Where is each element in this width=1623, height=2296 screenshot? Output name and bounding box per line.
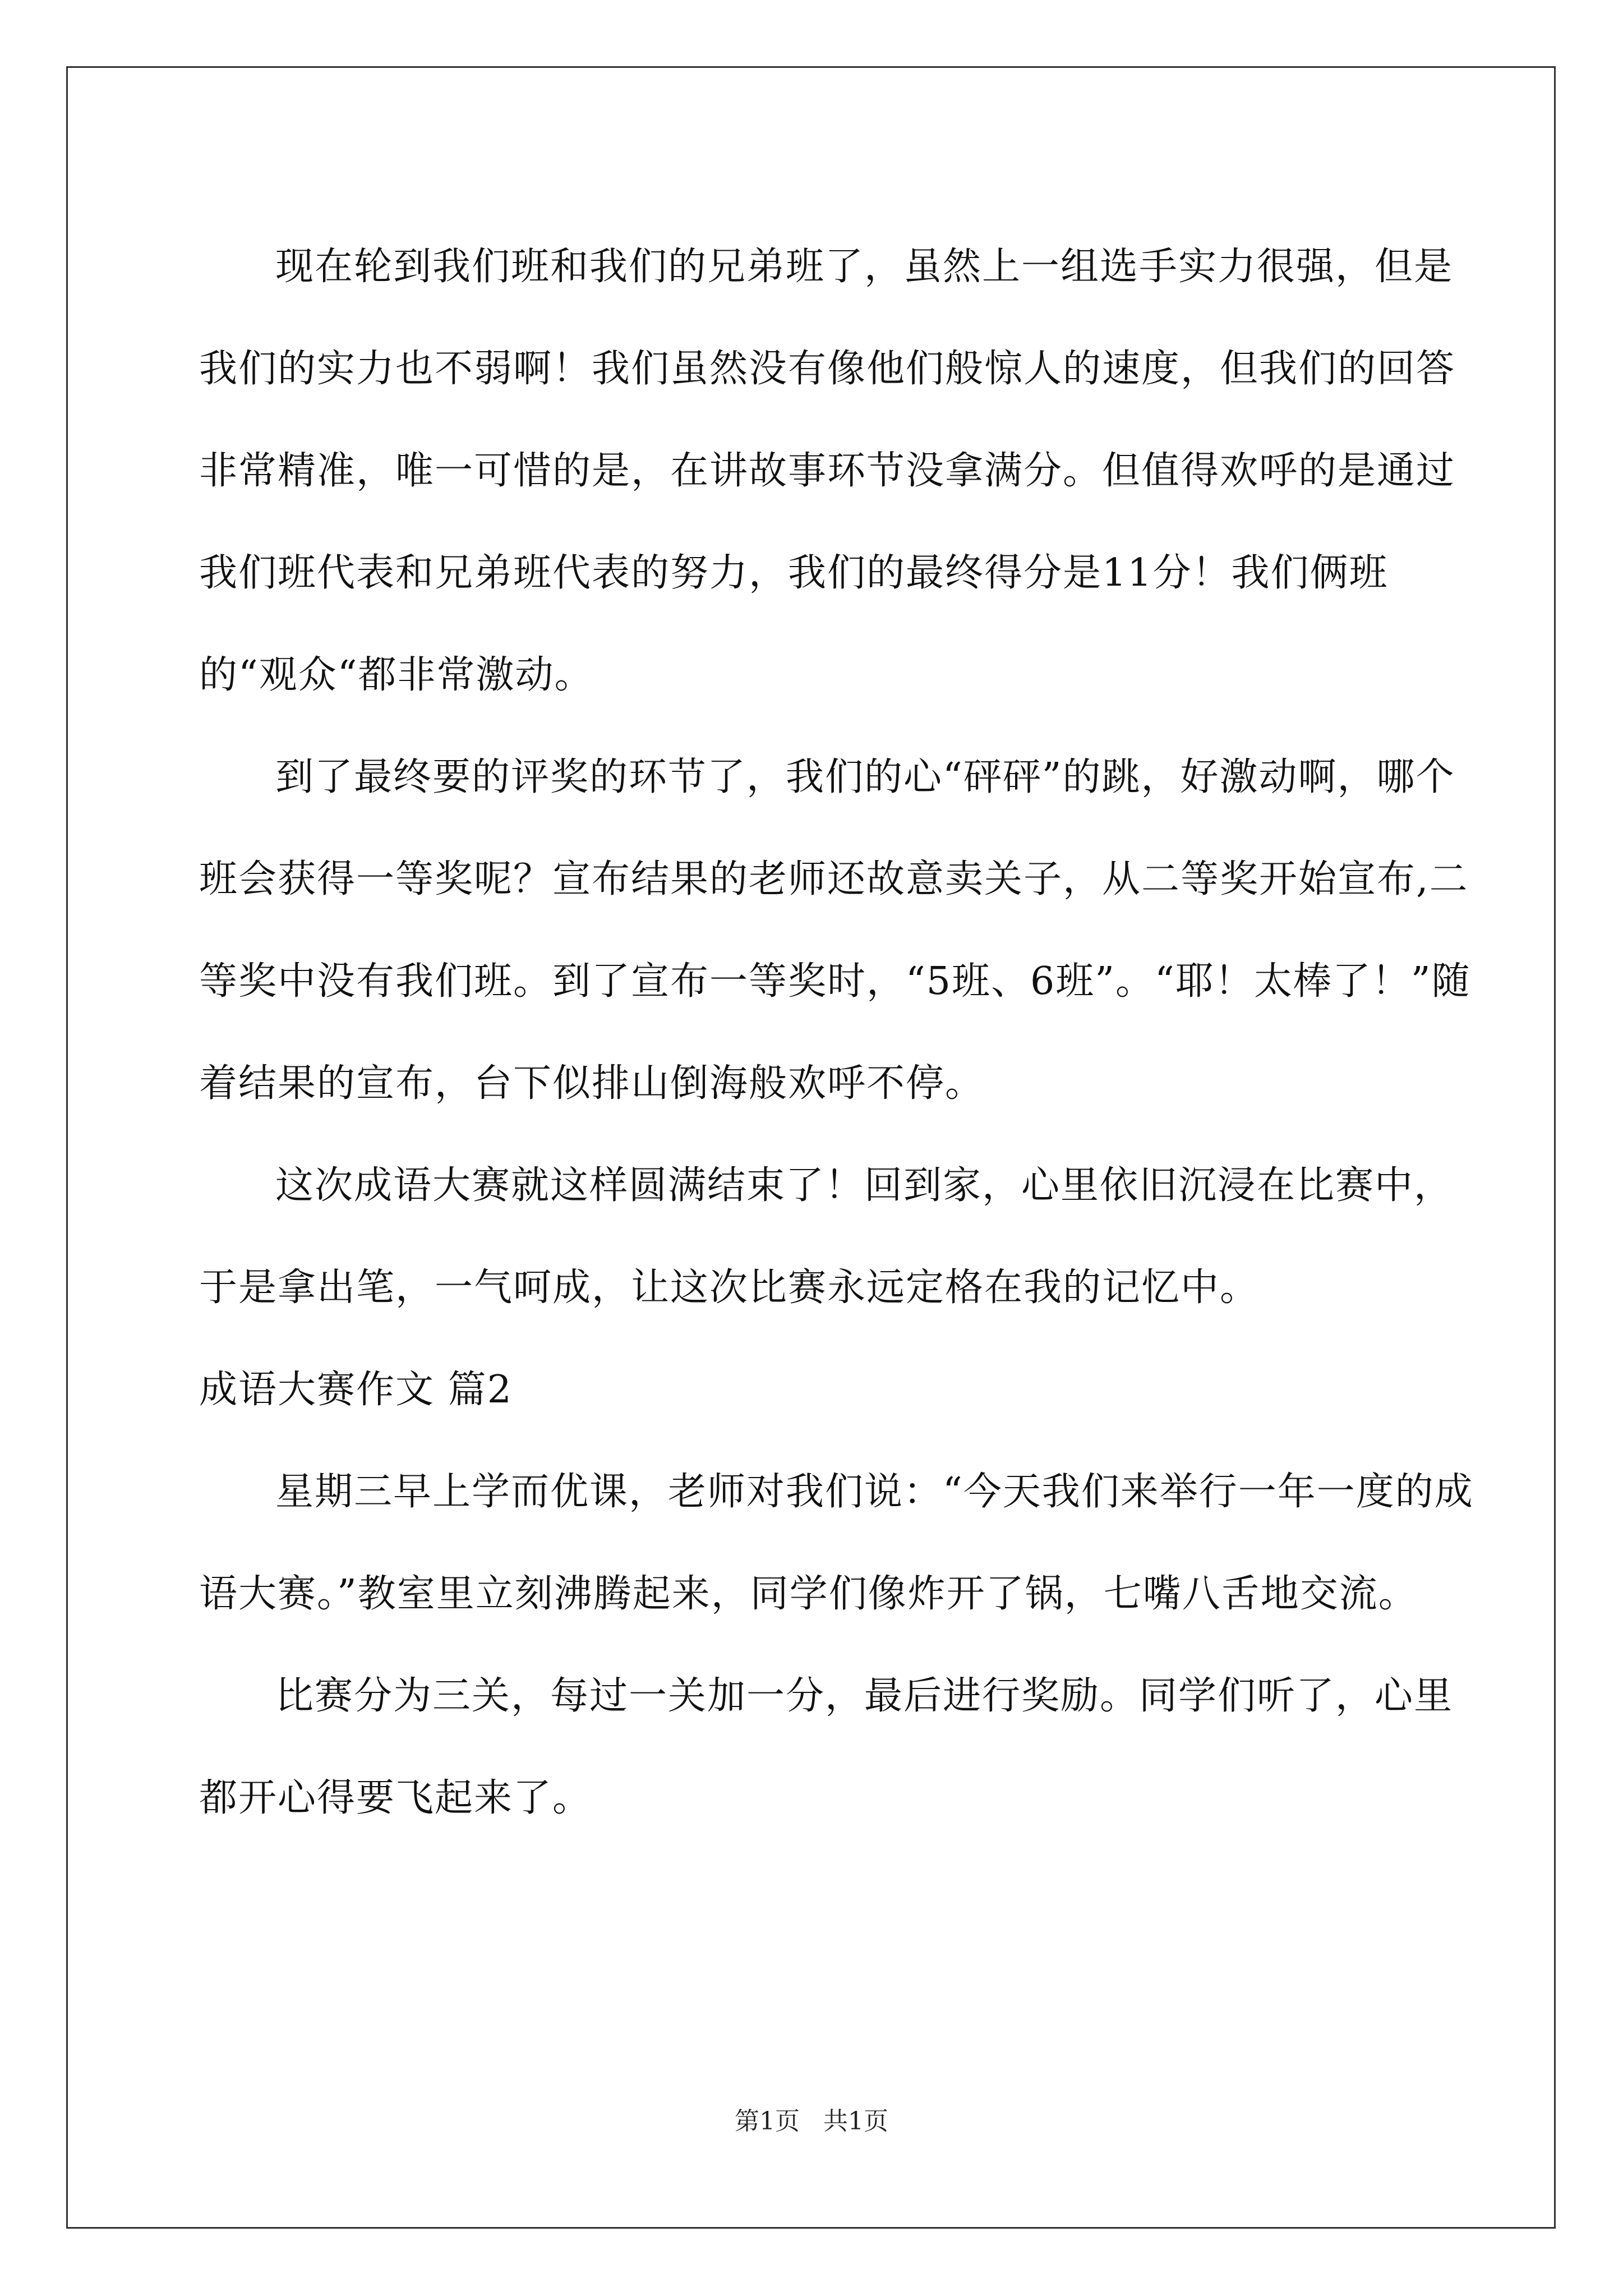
paragraph-2: 到了最终要的评奖的环节了，我们的心“砰砰”的跳，好激动啊，哪个班会获得一等奖呢？宣布结果的老师还故意卖关子，从二等奖开始宣布,二等奖中没有我们班。到了宣布一等奖时，“5班、6班”。“耶！太棒了！”随着结果的宣布，台下似排山倒海般欢呼不停。 xyxy=(199,755,1471,1106)
page-footer xyxy=(0,2101,1623,2137)
page-total: 共1页 xyxy=(823,2107,888,2136)
section-heading: 成语大赛作文 篇2 xyxy=(199,1368,513,1412)
paragraph-1: 现在轮到我们班和我们的兄弟班了，虽然上一组选手实力很强，但是我们的实力也不弱啊！我们虽然没有像他们般惊人的速度，但我们的回答非常精准，唯一可惜的是，在讲故事环节没拿满分。但值得欢呼的是通过我们班代表和兄弟班代表的努力，我们的最终得分是11分！我们俩班的“观众“都非常激动。 xyxy=(199,245,1456,697)
paragraph-3: 这次成语大赛就这样圆满结束了！回到家，心里依旧沉浸在比赛中，于是拿出笔，一气呵成，让这次比赛永远定格在我的记忆中。 xyxy=(199,1163,1454,1310)
paragraph-5: 比赛分为三关，每过一关加一分，最后进行奖励。同学们听了，心里都开心得要飞起来了。 xyxy=(199,1674,1454,1820)
page-number: 第1页 xyxy=(735,2107,800,2136)
paragraph-4: 星期三早上学而优课，老师对我们说：“今天我们来举行一年一度的成语大赛。”教室里立刻沸腾起来，同学们像炸开了锅，七嘴八舌地交流。 xyxy=(199,1470,1474,1616)
document-body xyxy=(199,216,1475,1849)
